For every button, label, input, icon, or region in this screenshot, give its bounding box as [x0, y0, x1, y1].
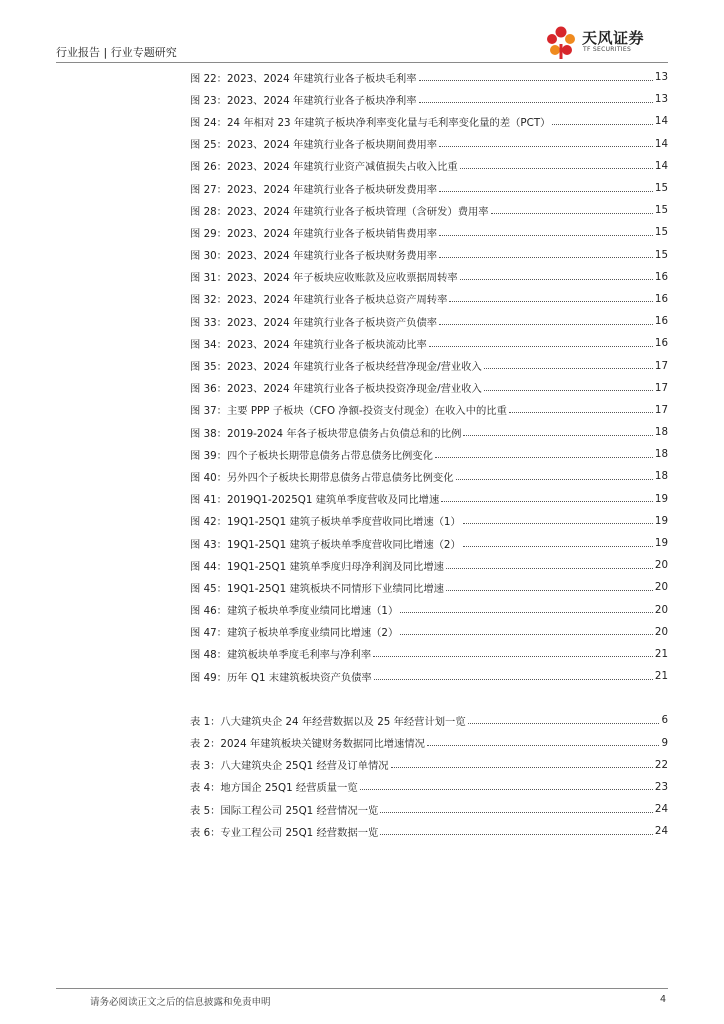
toc-entry-title: 图 27：2023、2024 年建筑行业各子板块研发费用率	[190, 183, 438, 196]
toc-entry-title: 图 40：另外四个子板块长期带息债务占带息债务比例变化	[190, 471, 454, 484]
toc-entry-title: 图 29：2023、2024 年建筑行业各子板块销售费用率	[190, 227, 438, 240]
toc-entry-title: 图 49：历年 Q1 末建筑板块资产负债率	[190, 671, 372, 684]
toc-leader-dots	[360, 789, 653, 790]
toc-entry-page: 13	[654, 71, 668, 84]
figure-toc-entry[interactable]	[190, 133, 668, 155]
toc-leader-dots	[460, 279, 653, 280]
figure-toc-entry[interactable]	[190, 510, 668, 532]
toc-entry-page: 14	[654, 159, 668, 172]
toc-leader-dots	[509, 412, 653, 413]
toc-entry-title: 图 41：2019Q1-2025Q1 建筑单季度营收及同比增速	[190, 494, 440, 507]
table-toc-entry[interactable]	[190, 754, 668, 776]
toc-entry-title: 表 6：专业工程公司 25Q1 经营数据一览	[190, 826, 379, 839]
report-category: 行业报告 | 行业专题研究	[56, 46, 177, 59]
toc-entry-title: 图 46：建筑子板块单季度业绩同比增速（1）	[190, 605, 399, 618]
toc-leader-dots	[374, 679, 653, 680]
toc-entry-title: 表 1：八大建筑央企 24 年经营数据以及 25 年经营计划一览	[190, 715, 466, 728]
toc-entry-page: 18	[654, 426, 668, 439]
toc-entry-page: 20	[654, 581, 668, 594]
toc-entry-title: 图 39：四个子板块长期带息债务占带息债务比例变化	[190, 449, 433, 462]
toc-entry-page: 6	[661, 714, 668, 727]
toc-leader-dots	[400, 612, 653, 613]
toc-entry-page: 13	[654, 93, 668, 106]
toc-entry-page: 14	[654, 115, 668, 128]
toc-leader-dots	[380, 812, 653, 813]
toc-entry-title: 图 48：建筑板块单季度毛利率与净利率	[190, 649, 372, 662]
page-header	[56, 29, 668, 64]
figure-toc-entry[interactable]	[190, 554, 668, 576]
section-gap	[190, 687, 668, 709]
toc-entry-page: 17	[654, 359, 668, 372]
toc-entry-page: 19	[654, 492, 668, 505]
toc-leader-dots	[484, 368, 653, 369]
toc-entry-page: 14	[654, 137, 668, 150]
toc-entry-title: 图 30：2023、2024 年建筑行业各子板块财务费用率	[190, 250, 438, 263]
toc-entry-title: 图 45：19Q1-25Q1 建筑板块不同情形下业绩同比增速	[190, 582, 444, 595]
figure-toc-entry[interactable]	[190, 110, 668, 132]
tf-securities-logo	[544, 24, 668, 60]
toc-entry-title: 图 35：2023、2024 年建筑行业各子板块经营净现金/营业收入	[190, 361, 482, 374]
toc-leader-dots	[419, 102, 653, 103]
figure-toc-entry[interactable]	[190, 621, 668, 643]
table-list	[190, 709, 668, 842]
toc-entry-title: 表 2：2024 年建筑板块关键财务数据同比增速情况	[190, 738, 425, 751]
toc-entry-page: 18	[654, 448, 668, 461]
figure-toc-entry[interactable]	[190, 643, 668, 665]
toc-entry-page: 21	[654, 647, 668, 660]
toc-leader-dots	[439, 146, 653, 147]
toc-leader-dots	[446, 590, 653, 591]
figure-toc-entry[interactable]	[190, 665, 668, 687]
figure-toc-entry[interactable]	[190, 177, 668, 199]
toc-entry-title: 图 36：2023、2024 年建筑行业各子板块投资净现金/营业收入	[190, 383, 482, 396]
toc-entry-page: 15	[654, 204, 668, 217]
toc-entry-page: 17	[654, 403, 668, 416]
figure-toc-entry[interactable]	[190, 532, 668, 554]
toc-leader-dots	[400, 634, 653, 635]
toc-leader-dots	[439, 191, 653, 192]
figure-toc-entry[interactable]	[190, 244, 668, 266]
toc-leader-dots	[439, 257, 653, 258]
figure-toc-entry[interactable]	[190, 488, 668, 510]
toc-entry-title: 图 28：2023、2024 年建筑行业各子板块管理（含研发）费用率	[190, 205, 489, 218]
toc-entry-title: 图 25：2023、2024 年建筑行业各子板块期间费用率	[190, 139, 438, 152]
toc-entry-title: 图 44：19Q1-25Q1 建筑单季度归母净利润及同比增速	[190, 560, 444, 573]
toc-entry-title: 图 23：2023、2024 年建筑行业各子板块净利率	[190, 94, 417, 107]
figure-toc-entry[interactable]	[190, 576, 668, 598]
toc-entry-page: 22	[654, 758, 668, 771]
toc-entry-page: 16	[654, 270, 668, 283]
toc-entry-title: 图 32：2023、2024 年建筑行业各子板块总资产周转率	[190, 294, 448, 307]
toc-entry-title: 图 43：19Q1-25Q1 建筑子板块单季度营收同比增速（2）	[190, 538, 461, 551]
toc-entry-page: 16	[654, 292, 668, 305]
toc-leader-dots	[463, 435, 652, 436]
toc-leader-dots	[435, 457, 653, 458]
toc-entry-page: 15	[654, 182, 668, 195]
toc-leader-dots	[552, 124, 652, 125]
figure-toc-entry[interactable]	[190, 399, 668, 421]
toc-entry-page: 15	[654, 226, 668, 239]
toc-leader-dots	[484, 390, 653, 391]
figure-list	[190, 66, 668, 687]
table-toc-entry[interactable]	[190, 820, 668, 842]
toc-entry-page: 18	[654, 470, 668, 483]
toc-entry-page: 21	[654, 670, 668, 683]
toc-leader-dots	[468, 723, 660, 724]
toc-entry-page: 20	[654, 625, 668, 638]
toc-leader-dots	[427, 745, 659, 746]
toc-leader-dots	[463, 523, 653, 524]
toc-entry-page: 24	[654, 825, 668, 838]
footer-divider	[56, 988, 668, 989]
toc-entry-title: 图 26：2023、2024 年建筑行业资产减值损失占收入比重	[190, 161, 458, 174]
table-toc-entry[interactable]	[190, 709, 668, 731]
toc-entry-title: 图 42：19Q1-25Q1 建筑子板块单季度营收同比增速（1）	[190, 516, 461, 529]
toc-entry-title: 图 31：2023、2024 年子板块应收账款及应收票据周转率	[190, 272, 458, 285]
figure-toc-entry[interactable]	[190, 421, 668, 443]
toc-entry-title: 图 34：2023、2024 年建筑行业各子板块流动比率	[190, 338, 427, 351]
table-toc-entry[interactable]	[190, 776, 668, 798]
logo-chinese-name: 天风证券	[582, 29, 645, 47]
figure-toc-entry[interactable]	[190, 377, 668, 399]
table-of-contents	[190, 66, 668, 842]
toc-leader-dots	[429, 346, 653, 347]
toc-entry-page: 9	[661, 736, 668, 749]
toc-entry-title: 表 4：地方国企 25Q1 经营质量一览	[190, 782, 358, 795]
figure-toc-entry[interactable]	[190, 66, 668, 88]
figure-toc-entry[interactable]	[190, 443, 668, 465]
figure-toc-entry[interactable]	[190, 332, 668, 354]
logo-english-name: TF SECURITIES	[583, 46, 632, 53]
figure-toc-entry[interactable]	[190, 599, 668, 621]
toc-entry-title: 图 38：2019-2024 年各子板块带息债务占负债总和的比例	[190, 427, 462, 440]
table-toc-entry[interactable]	[190, 731, 668, 753]
toc-entry-page: 15	[654, 248, 668, 261]
toc-entry-page: 20	[654, 559, 668, 572]
toc-leader-dots	[419, 80, 653, 81]
toc-entry-title: 图 47：建筑子板块单季度业绩同比增速（2）	[190, 627, 399, 640]
toc-entry-title: 图 33：2023、2024 年建筑行业各子板块资产负债率	[190, 316, 438, 329]
toc-entry-title: 图 22：2023、2024 年建筑行业各子板块毛利率	[190, 72, 417, 85]
toc-entry-page: 17	[654, 381, 668, 394]
figure-toc-entry[interactable]	[190, 266, 668, 288]
header-divider	[56, 62, 668, 63]
toc-leader-dots	[380, 834, 653, 835]
toc-leader-dots	[439, 235, 653, 236]
toc-leader-dots	[456, 479, 653, 480]
toc-entry-page: 20	[654, 603, 668, 616]
figure-toc-entry[interactable]	[190, 155, 668, 177]
toc-entry-page: 16	[654, 337, 668, 350]
toc-leader-dots	[449, 301, 652, 302]
toc-leader-dots	[446, 568, 653, 569]
page-number: 4	[659, 994, 666, 1005]
toc-entry-page: 19	[654, 537, 668, 550]
figure-toc-entry[interactable]	[190, 199, 668, 221]
toc-leader-dots	[439, 324, 653, 325]
figure-toc-entry[interactable]	[190, 465, 668, 487]
figure-toc-entry[interactable]	[190, 354, 668, 376]
footer-disclaimer: 请务必阅读正文之后的信息披露和免责申明	[90, 997, 271, 1008]
toc-entry-title: 图 24：24 年相对 23 年建筑子板块净利率变化量与毛利率变化量的差（PCT）	[190, 116, 551, 129]
toc-entry-page: 19	[654, 514, 668, 527]
toc-entry-page: 16	[654, 315, 668, 328]
toc-entry-page: 24	[654, 803, 668, 816]
toc-entry-page: 23	[654, 780, 668, 793]
toc-leader-dots	[463, 546, 653, 547]
toc-entry-title: 表 5：国际工程公司 25Q1 经营情况一览	[190, 804, 379, 817]
figure-toc-entry[interactable]	[190, 88, 668, 110]
toc-leader-dots	[373, 656, 653, 657]
toc-leader-dots	[491, 213, 653, 214]
toc-leader-dots	[391, 767, 653, 768]
figure-toc-entry[interactable]	[190, 288, 668, 310]
toc-entry-title: 图 37：主要 PPP 子板块（CFO 净额-投资支付现金）在收入中的比重	[190, 405, 507, 418]
figure-toc-entry[interactable]	[190, 310, 668, 332]
toc-leader-dots	[441, 501, 653, 502]
toc-entry-title: 表 3：八大建筑央企 25Q1 经营及订单情况	[190, 760, 389, 773]
toc-leader-dots	[460, 168, 653, 169]
table-toc-entry[interactable]	[190, 798, 668, 820]
flower-logo-icon	[544, 24, 578, 60]
figure-toc-entry[interactable]	[190, 221, 668, 243]
